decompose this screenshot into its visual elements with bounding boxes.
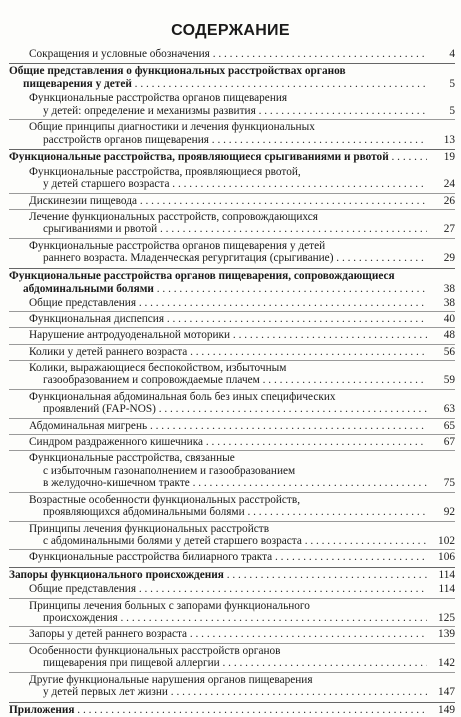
toc-page-number: 29: [443, 252, 455, 265]
toc-page-number: 48: [443, 329, 455, 342]
toc-entry[interactable]: [9, 193, 455, 208]
toc-entry-title: [29, 211, 455, 236]
toc-section[interactable]: [9, 63, 455, 90]
toc-entry-title: [9, 569, 455, 582]
toc-entry-line: Общие представления о функциональных расстройствах органов: [9, 65, 346, 78]
toc-entry[interactable]: [9, 360, 455, 387]
toc-entry-line: Возрастные особенности функциональных расстройств,: [29, 493, 301, 506]
toc-entry-line: пищеварения при пищевой аллергии . . .: [29, 657, 427, 670]
toc-entry-title: [29, 391, 455, 416]
toc-entry-title: [9, 270, 455, 295]
toc-entry-title: [9, 704, 455, 717]
toc-entry-line: Нарушение антродуоденальной моторики . . .: [29, 329, 427, 342]
toc-entry-line: Сокращения и условные обозначения . . .: [29, 48, 427, 61]
toc-entry-title: [29, 346, 455, 359]
toc-entry-line: в желудочно-кишечном тракте . . .: [29, 477, 427, 490]
toc-entry-line: Абдоминальная мигрень . . .: [29, 420, 427, 433]
toc-entry-line: Функциональная диспепсия . . .: [29, 313, 427, 326]
toc-entry-title: [29, 195, 455, 208]
toc-entry-title: [29, 297, 455, 310]
toc-page-number: 38: [443, 282, 455, 295]
toc-entry[interactable]: [9, 344, 455, 359]
page-title: СОДЕРЖАНИЕ: [171, 22, 290, 39]
toc-entry-line: с абдоминальными болями у детей старшего возраста . . .: [29, 535, 427, 548]
toc-page-number: 27: [443, 223, 455, 236]
table-of-contents: [9, 46, 455, 717]
toc-page-number: 26: [443, 194, 455, 207]
toc-entry-line: Запоры у детей раннего возраста . . .: [29, 628, 427, 641]
toc-entry-title: [29, 494, 455, 519]
toc-entry[interactable]: [9, 389, 455, 416]
toc-section[interactable]: [9, 268, 455, 295]
toc-page-number: 75: [443, 477, 455, 490]
toc-page-number: 56: [443, 345, 455, 358]
toc-page-number: 147: [438, 686, 455, 699]
toc-entry[interactable]: [9, 48, 455, 61]
toc-entry-title: [9, 65, 455, 90]
toc-entry-title: [29, 329, 455, 342]
toc-page-number: 139: [438, 628, 455, 641]
toc-page-number: 4: [449, 47, 455, 60]
toc-page-number: 102: [438, 535, 455, 548]
toc-entry-title: [29, 551, 455, 564]
toc-entry-line: Особенности функциональных расстройств органов: [29, 644, 281, 657]
toc-entry[interactable]: [9, 327, 455, 342]
toc-entry-line: Общие принципы диагностики и лечения функциональных: [29, 121, 315, 134]
toc-page-number: 40: [443, 313, 455, 326]
toc-page-number: 106: [438, 551, 455, 564]
toc-entry-line: Функциональные расстройства, проявляющиеся рвотой,: [29, 165, 301, 178]
toc-page-number: 63: [443, 403, 455, 416]
toc-entry-title: [29, 645, 455, 670]
toc-entry-line: Функциональные расстройства, связанные: [29, 451, 235, 464]
toc-entry[interactable]: [9, 209, 455, 236]
toc-entry[interactable]: [9, 238, 455, 265]
toc-page-number: 125: [438, 612, 455, 625]
toc-entry[interactable]: [9, 434, 455, 449]
toc-page-number: 65: [443, 419, 455, 432]
toc-page-number: 67: [443, 435, 455, 448]
toc-page-number: 142: [438, 657, 455, 670]
toc-entry-line: Запоры функционального происхождения . . .: [9, 569, 427, 582]
toc-entry-line: Дискинезии пищевода . . .: [29, 195, 427, 208]
toc-entry-title: [29, 166, 455, 191]
toc-entry-line: пищеварения у детей . . .: [9, 78, 427, 91]
toc-entry[interactable]: [9, 521, 455, 548]
toc-page-number: 114: [438, 583, 455, 596]
toc-entry-line: Функциональные расстройства органов пищеварения у детей: [29, 239, 326, 252]
toc-page-number: 114: [438, 569, 455, 582]
toc-entry-line: проявляющихся абдоминальными болями . . .: [29, 506, 427, 519]
toc-entry-title: [29, 92, 455, 117]
toc-entry[interactable]: [9, 583, 455, 596]
toc-section[interactable]: [9, 567, 455, 582]
toc-entry[interactable]: [9, 672, 455, 699]
toc-entry-line: газообразованием и сопровождаемые плачем . . .: [29, 374, 427, 387]
toc-entry-line: Функциональные расстройства органов пищеварения, сопровождающиеся: [9, 270, 395, 283]
toc-entry-line: Синдром раздраженного кишечника . . .: [29, 436, 427, 449]
toc-entry-title: [29, 628, 455, 641]
toc-entry-line: абдоминальными болями . . .: [9, 283, 427, 296]
toc-entry-line: Функциональные расстройства билиарного тракта . . .: [29, 551, 427, 564]
toc-page-number: 24: [443, 178, 455, 191]
toc-page-number: 19: [443, 151, 455, 164]
toc-entry-line: Принципы лечения функциональных расстройств: [29, 522, 270, 535]
toc-entry-title: [29, 313, 455, 326]
toc-entry-line: Принципы лечения больных с запорами функционального: [29, 599, 310, 612]
toc-entry-line: с избыточным газонаполнением и газообразованием: [43, 464, 296, 477]
toc-entry-line: раннего возраста. Младенческая регургитация (срыгивание) . . .: [29, 252, 427, 265]
toc-entry-title: [29, 420, 455, 433]
toc-entry[interactable]: [9, 418, 455, 433]
toc-entry-title: [29, 121, 455, 146]
toc-section[interactable]: [9, 702, 455, 717]
toc-entry-title: [29, 436, 455, 449]
toc-entry[interactable]: [9, 549, 455, 564]
toc-entry-line: Общие представления . . .: [29, 583, 427, 596]
toc-entry-line: срыгиваниями и рвотой . . .: [29, 223, 427, 236]
toc-entry[interactable]: [9, 166, 455, 191]
toc-entry[interactable]: [9, 297, 455, 310]
toc-entry-line: Общие представления . . .: [29, 297, 427, 310]
toc-entry[interactable]: [9, 311, 455, 326]
toc-page-number: 38: [443, 296, 455, 309]
toc-entry[interactable]: [9, 643, 455, 670]
toc-entry-line: Функциональные расстройства органов пищеварения: [29, 92, 288, 105]
toc-section[interactable]: [9, 149, 455, 164]
toc-entry-title: [29, 674, 455, 699]
toc-entry-line: расстройств органов пищеварения . . .: [29, 134, 427, 147]
toc-entry-title: [29, 48, 455, 61]
toc-entry-line: у детей первых лет жизни . . .: [29, 686, 427, 699]
toc-entry-title: [29, 240, 455, 265]
toc-entry-line: Другие функциональные нарушения органов пищеварения: [29, 673, 313, 686]
toc-entry-line: Лечение функциональных расстройств, сопровождающихся: [29, 210, 318, 223]
toc-entry-line: у детей старшего возраста . . .: [29, 178, 427, 191]
toc-entry[interactable]: [9, 450, 455, 490]
toc-entry-line: Колики, выражающиеся беспокойством, избыточным: [29, 361, 287, 374]
toc-page-number: 13: [443, 133, 455, 146]
toc-page-number: 5: [449, 77, 455, 90]
toc-entry-title: [29, 583, 455, 596]
toc-entry-line: Колики у детей раннего возраста . . .: [29, 346, 427, 359]
toc-entry[interactable]: [9, 626, 455, 641]
toc-entry-line: проявлений (FAP-NOS) . . .: [29, 403, 427, 416]
toc-entry[interactable]: [9, 492, 455, 519]
toc-entry-line: происхождения . . .: [29, 612, 427, 625]
toc-entry[interactable]: [9, 119, 455, 146]
toc-page-number: 149: [438, 703, 455, 716]
toc-entry-line: Функциональная абдоминальная боль без иных специфических: [29, 390, 336, 403]
toc-entry[interactable]: [9, 92, 455, 117]
toc-entry-title: [29, 600, 455, 625]
toc-page-number: 59: [443, 374, 455, 387]
toc-entry-title: [29, 523, 455, 548]
toc-entry-title: [29, 362, 455, 387]
toc-entry-line: Функциональные расстройства, проявляющиеся срыгиваниями и рвотой . . .: [9, 151, 427, 164]
toc-entry[interactable]: [9, 598, 455, 625]
toc-entry-title: [9, 151, 455, 164]
toc-page-number: 92: [443, 506, 455, 519]
toc-entry-title: [29, 452, 455, 490]
toc-entry-line: у детей: определение и механизмы развития . . .: [29, 105, 427, 118]
toc-page-number: 5: [449, 104, 455, 117]
toc-entry-line: Приложения . . .: [9, 704, 427, 717]
